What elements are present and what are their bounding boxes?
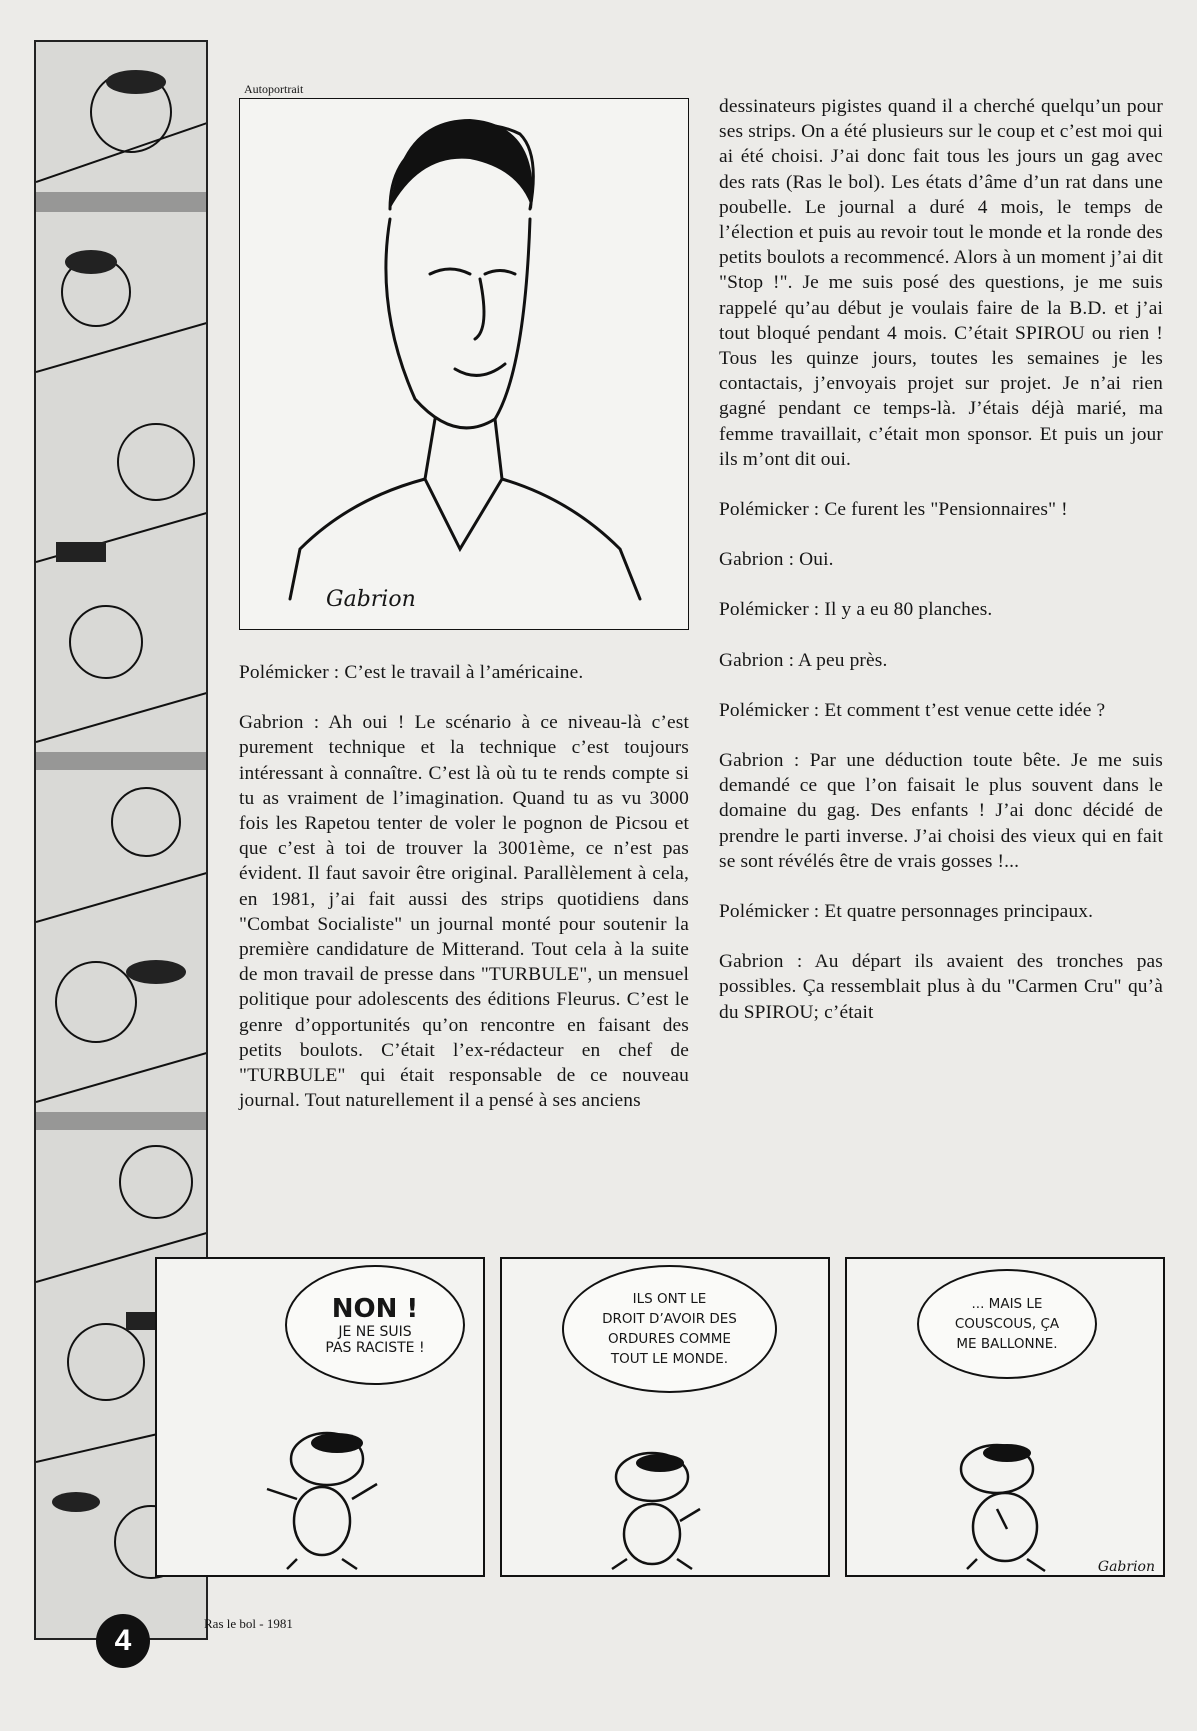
balloon-text: TOUT LE MONDE. [610,1351,729,1367]
balloon-text: PAS RACISTE ! [325,1340,425,1356]
paragraph: Gabrion : Ah oui ! Le scénario à ce niveau-là c’est purement technique et la technique c’est toujours intéressant à connaître. C’est là où tu te rends compte si tu as vraiment de l’imagination. Quand tu as vu 3000 fois les Rapetou tenter de voler le pognon de Picsou et que c’est à toi de trouver la 3001ème, ce n’est pas évident. Il faut savoir être original. Parallèlement à cela, en 1981, j’ai fait aussi des strips quotidiens dans "Combat Socialiste" un journal monté pour soutenir la première candidature de Mitterand. Tout cela à la suite de mon travail de presse dans "TURBULE", un mensuel politique pour adolescents des éditions Fleurus. C’est le genre d’opportunités qu’on rencontre en faisant des petits boulots. C’était l’ex-rédacteur en chef de "TURBULE" qui était responsable de ce nouveau journal. Tout naturellement il a pensé à ses anciens [239,712,689,1112]
paragraph: Polémicker : Et comment t’est venue cette idée ? [719,699,1106,721]
balloon-text: ORDURES COMME [608,1331,731,1347]
paragraph: Polémicker : Et quatre personnages principaux. [719,901,1094,923]
paragraph: Gabrion : Oui. [719,549,834,571]
comic-panel-2 [500,1257,830,1577]
balloon-text: COUSCOUS, ÇA [954,1316,1060,1332]
rat-character-drawing [502,1259,832,1579]
balloon-text: JE NE SUIS [338,1324,412,1340]
paragraph: Gabrion : A peu près. [719,649,888,671]
rat-character-drawing [157,1259,487,1579]
strip-signature: Gabrion [1097,1559,1155,1575]
balloon-text: ME BALLONNE. [956,1336,1058,1352]
balloon-text: ILS ONT LE [632,1291,707,1307]
portrait-signature: Gabrion [326,587,416,612]
interview-right-column [719,94,1163,1050]
page-number: 4 [96,1614,150,1668]
paragraph: dessinateurs pigistes quand il a cherché quelqu’un pour ses strips. On a été plusieurs sur le coup et c’est moi qui ai été choisi. J’ai donc fait tous les jours un gag avec des rats (Ras le bol). Les états d’âme d’un rat dans une poubelle. Le journal a duré 4 mois, le temps de l’élection et puis au revoir tout le monde et la ronde des petits boulots a recommencé. Alors à un moment j’ai dit "Stop !". Je me suis posé des questions, je me suis rappelé qu’au début je voulais faire de la B.D. et j’ai tout bloqué pendant 4 mois. C’était SPIROU ou rien ! Tous les quinze jours, toutes les semaines je les contactais, j’envoyais projet sur projet. Je n’ai rien gagné pendant ce temps-là. J’étais déjà marié, ma femme travaillait, c’était mon sponsor. Et puis un jour ils m’ont dit oui. [719,96,1163,470]
footer-credit: Ras le bol - 1981 [204,1616,293,1631]
interview-left-column [239,660,689,1138]
comic-panel-1 [155,1257,485,1577]
portrait-caption: Autoportrait [244,82,304,96]
balloon-text: DROIT D’AVOIR DES [602,1311,737,1327]
balloon-text: ... MAIS LE [971,1296,1043,1312]
paragraph: Polémicker : Ce furent les "Pensionnaires" ! [719,499,1068,521]
comic-strip [155,1257,1165,1587]
rat-character-drawing [847,1259,1167,1579]
self-portrait-illustration [239,98,689,630]
paragraph: Gabrion : Au départ ils avaient des tronches pas possibles. Ça ressemblait plus à du "Carmen Cru" qu’à du SPIROU; c’était [719,951,1163,1023]
portrait-drawing [240,99,689,630]
comic-panel-3 [845,1257,1165,1577]
paragraph: Polémicker : C’est le travail à l’américaine. [239,662,584,683]
paragraph: Polémicker : Il y a eu 80 planches. [719,599,993,621]
paragraph: Gabrion : Par une déduction toute bête. Je me suis demandé ce que l’on faisait le plus souvent dans le domaine du gag. Des enfants ! J’ai donc décidé de prendre le parti inverse. J’ai choisi des vieux qui en fait se sont révélés être de vrais gosses !... [719,750,1163,872]
balloon-text: NON ! [331,1294,419,1324]
